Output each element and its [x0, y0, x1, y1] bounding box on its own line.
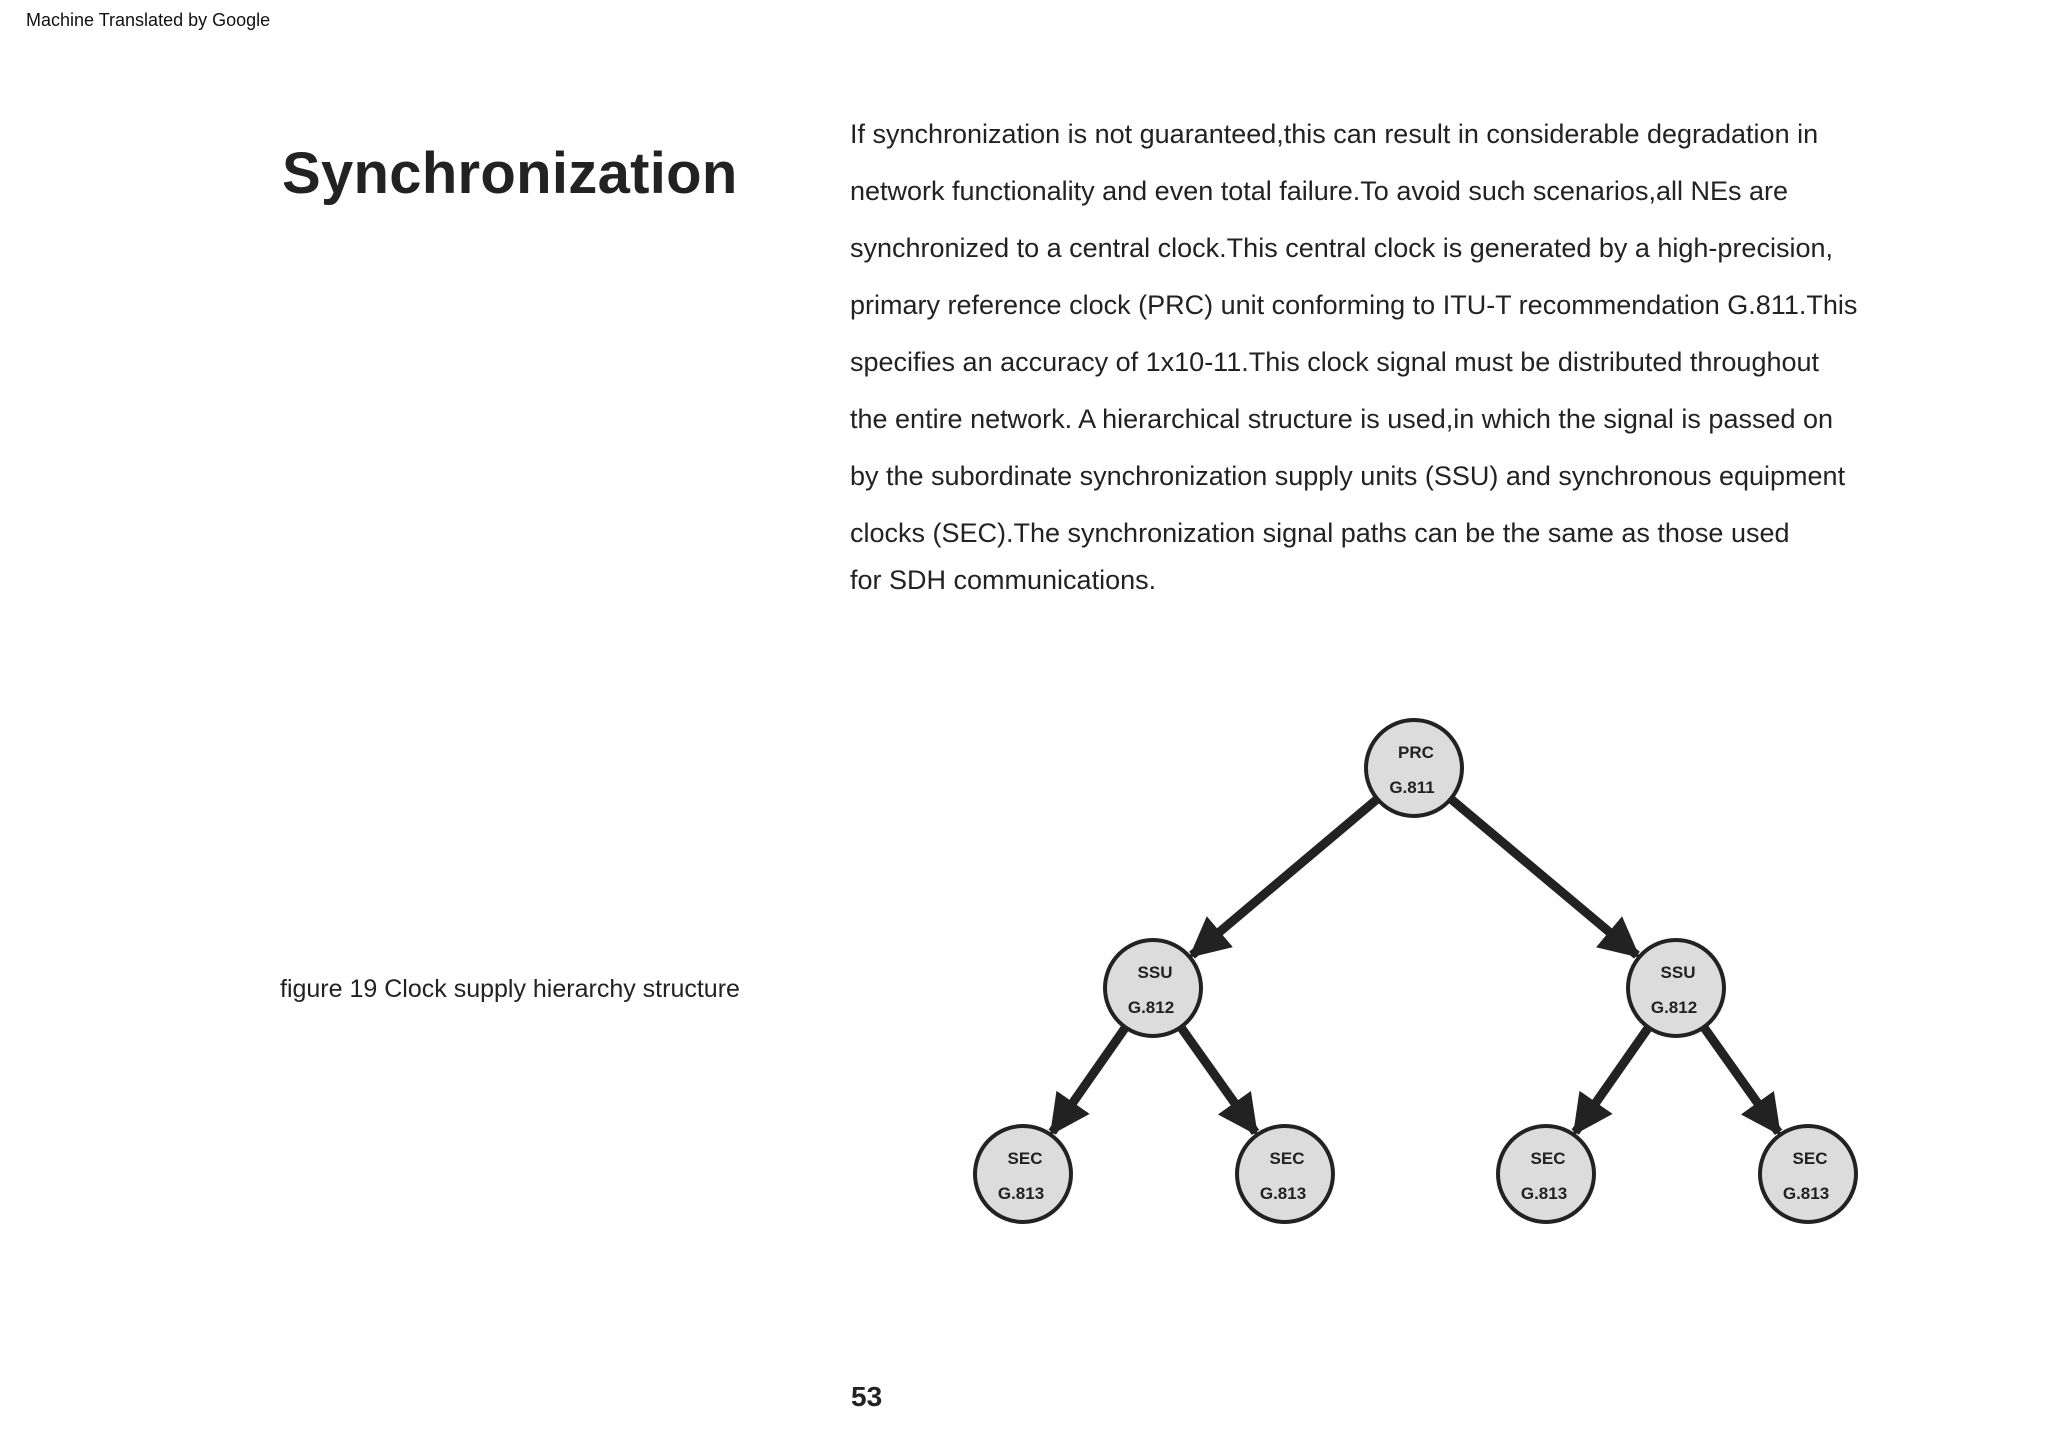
node-circle — [1366, 720, 1462, 816]
paragraph-line: clocks (SEC).The synchronization signal paths can be the same as those used — [850, 518, 1790, 548]
paragraph-line: primary reference clock (PRC) unit conforming to ITU-T recommendation G.811.This — [850, 290, 1858, 320]
edge-ssu-left-to-sec-2 — [1180, 1026, 1256, 1133]
node-ssu-left — [1105, 940, 1201, 1036]
paragraph-line: network functionality and even total failure.To avoid such scenarios,all NEs are — [850, 176, 1788, 206]
node-ssu-right — [1628, 940, 1724, 1036]
node-circle — [975, 1126, 1071, 1222]
figure-caption: figure 19 Clock supply hierarchy structure — [280, 975, 740, 1003]
node-circle — [1237, 1126, 1333, 1222]
node-name-label: PRC — [1398, 743, 1434, 762]
node-standard-label: G.812 — [1127, 998, 1175, 1017]
node-name-label: SEC — [1007, 1149, 1043, 1168]
machine-translated-label: Machine Translated by Google — [26, 10, 271, 30]
edge-prc-to-ssu-right — [1449, 798, 1637, 956]
paragraph-line: for SDH communications. — [850, 565, 1157, 595]
node-standard-label: G.813 — [1782, 1184, 1830, 1203]
page-title: Synchronization — [282, 141, 738, 206]
node-circle — [1628, 940, 1724, 1036]
paragraph-line: specifies an accuracy of 1x10-11.This clock signal must be distributed throughout — [850, 347, 1820, 377]
edge-ssu-right-to-sec-4 — [1703, 1026, 1779, 1133]
paragraph-line: If synchronization is not guaranteed,this can result in considerable degradation in — [850, 119, 1819, 149]
paragraph-line: the entire network. A hierarchical structure is used,in which the signal is passed on — [850, 404, 1834, 434]
node-name-label: SSU — [1137, 963, 1173, 982]
node-sec-4 — [1760, 1126, 1856, 1222]
node-standard-label: G.813 — [997, 1184, 1045, 1203]
diagram-nodes — [975, 720, 1856, 1222]
node-standard-label: G.812 — [1650, 998, 1698, 1017]
node-prc — [1366, 720, 1462, 816]
node-standard-label: G.813 — [1520, 1184, 1568, 1203]
node-circle — [1498, 1126, 1594, 1222]
node-sec-2 — [1237, 1126, 1333, 1222]
node-circle — [1105, 940, 1201, 1036]
node-sec-1 — [975, 1126, 1071, 1222]
edge-prc-to-ssu-left — [1192, 798, 1379, 955]
node-standard-label: G.813 — [1259, 1184, 1307, 1203]
node-name-label: SEC — [1792, 1149, 1828, 1168]
node-name-label: SSU — [1660, 963, 1696, 982]
clock-hierarchy-diagram — [960, 700, 1880, 1240]
page-number: 53 — [851, 1381, 883, 1412]
node-standard-label: G.811 — [1389, 778, 1435, 797]
body-paragraph — [850, 114, 1990, 600]
paragraph-line: synchronized to a central clock.This central clock is generated by a high-precision, — [850, 233, 1833, 263]
node-circle — [1760, 1126, 1856, 1222]
node-name-label: SEC — [1269, 1149, 1305, 1168]
node-sec-3 — [1498, 1126, 1594, 1222]
paragraph-line: by the subordinate synchronization supply units (SSU) and synchronous equipment — [850, 461, 1846, 491]
edge-ssu-left-to-sec-1 — [1052, 1026, 1126, 1132]
node-name-label: SEC — [1530, 1149, 1566, 1168]
edge-ssu-right-to-sec-3 — [1575, 1026, 1649, 1132]
